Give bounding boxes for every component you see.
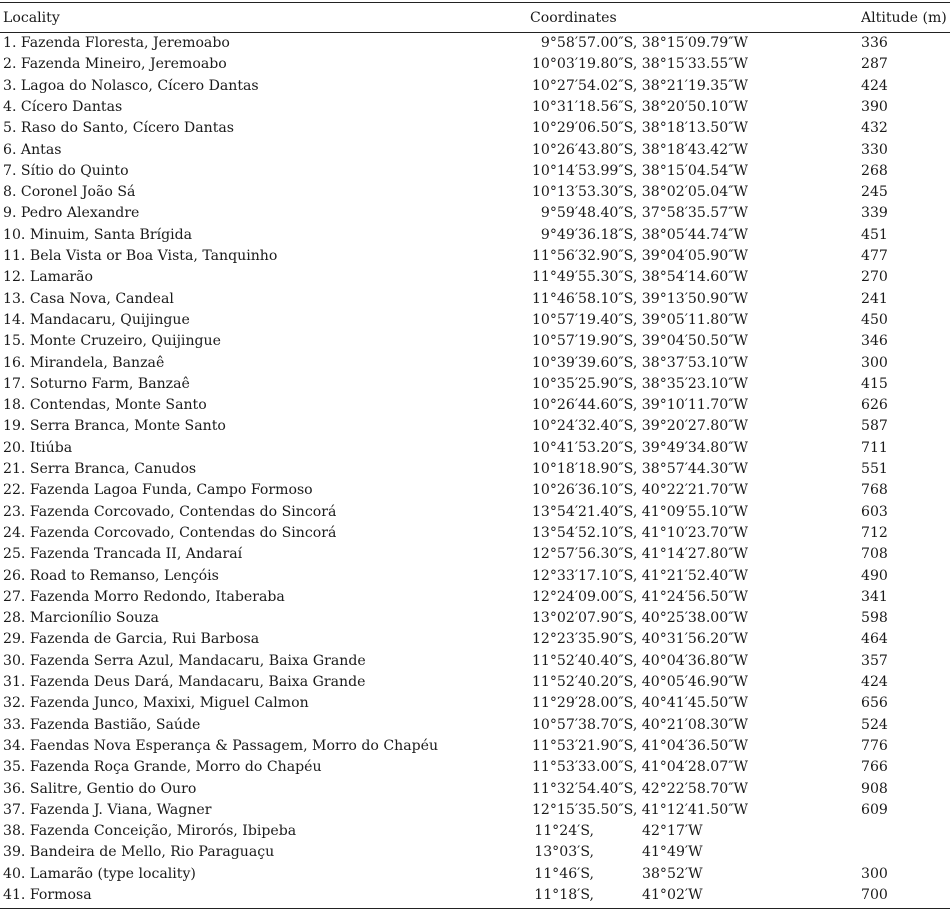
coordinates-cell: 11°52′40.20″S, 40°05′46.90″W <box>531 674 748 690</box>
table-row <box>0 629 950 650</box>
coordinates-cell: 10°57′19.90″S, 39°04′50.50″W <box>531 333 748 350</box>
altitude-cell: 415 <box>861 375 888 392</box>
coordinates-cell: 10°26′36.10″S, 40°22′21.70″W <box>531 482 748 499</box>
table-row <box>0 544 950 565</box>
coordinates-cell: 12°33′17.10″S, 41°21′52.40″W <box>531 567 748 584</box>
locality-cell: 30. Fazenda Serra Azul, Mandacaru, Baixa Grande <box>3 652 366 669</box>
table-row <box>0 757 950 778</box>
locality-cell: 16. Mirandela, Banzaê <box>3 354 165 371</box>
longitude-cell: 41°49′W <box>642 844 703 861</box>
altitude-cell: 300 <box>861 865 888 882</box>
coordinates-cell: 10°41′53.20″S, 39°49′34.80″W <box>531 439 748 456</box>
locality-cell: 29. Fazenda de Garcia, Rui Barbosa <box>3 631 260 648</box>
latitude-cell: 13°03′S, <box>534 844 594 861</box>
longitude-cell: 41°02′W <box>642 887 703 903</box>
table-row <box>0 842 950 863</box>
table-row <box>0 651 950 672</box>
header-coordinates: Coordinates <box>530 10 617 26</box>
coordinates-cell: 10°24′32.40″S, 39°20′27.80″W <box>531 418 748 435</box>
table-row <box>0 715 950 736</box>
coordinates-cell: 12°57′56.30″S, 41°14′27.80″W <box>531 546 748 563</box>
table-row <box>0 566 950 587</box>
altitude-cell: 711 <box>861 439 888 456</box>
locality-cell: 12. Lamarão <box>3 269 94 286</box>
altitude-cell: 656 <box>861 695 888 712</box>
altitude-cell: 908 <box>861 780 888 797</box>
coordinates-cell: 11°56′32.90″S, 39°04′05.90″W <box>531 248 748 264</box>
bottom-rule <box>0 908 950 909</box>
coordinates-cell: 9°58′57.00″S, 38°15′09.79″W <box>540 35 748 51</box>
table-row <box>0 76 950 97</box>
coordinates-cell: 10°31′18.56″S, 38°20′50.10″W <box>531 98 748 115</box>
locality-cell: 39. Bandeira de Mello, Rio Paraguaçu <box>3 844 275 861</box>
altitude-cell: 341 <box>861 588 888 605</box>
locality-cell: 23. Fazenda Corcovado, Contendas do Sincorá <box>3 503 337 520</box>
locality-cell: 2. Fazenda Mineiro, Jeremoabo <box>3 56 227 73</box>
locality-cell: 19. Serra Branca, Monte Santo <box>3 418 226 435</box>
header-locality: Locality <box>3 10 60 26</box>
coordinates-cell: 10°18′18.90″S, 38°57′44.30″W <box>531 461 748 477</box>
locality-cell: 41. Formosa <box>3 887 92 903</box>
locality-cell: 24. Fazenda Corcovado, Contendas do Sincorá <box>3 524 337 541</box>
table-row <box>0 779 950 800</box>
table-row <box>0 353 950 374</box>
altitude-cell: 330 <box>861 141 888 158</box>
table-row <box>0 140 950 161</box>
altitude-cell: 490 <box>861 567 888 584</box>
altitude-cell: 241 <box>861 290 888 307</box>
locality-cell: 40. Lamarão (type locality) <box>3 865 196 882</box>
coordinates-cell: 11°53′21.90″S, 41°04′36.50″W <box>531 737 748 754</box>
locality-cell: 28. Marcionílio Souza <box>3 610 159 627</box>
coordinates-cell: 10°57′19.40″S, 39°05′11.80″W <box>531 311 748 328</box>
table-row <box>0 374 950 395</box>
latitude-cell: 11°18′S, <box>534 887 594 903</box>
table-row <box>0 480 950 501</box>
coordinates-cell: 11°32′54.40″S, 42°22′58.70″W <box>531 780 748 797</box>
locality-cell: 7. Sítio do Quinto <box>3 162 129 179</box>
altitude-cell: 424 <box>861 77 888 94</box>
altitude-cell: 432 <box>861 120 888 137</box>
table-row <box>0 502 950 523</box>
coordinates-cell: 9°59′48.40″S, 37°58′35.57″W <box>540 205 748 222</box>
table-row <box>0 416 950 437</box>
latitude-cell: 11°24′S, <box>534 823 594 840</box>
altitude-cell: 357 <box>861 652 888 669</box>
coordinates-cell: 10°29′06.50″S, 38°18′13.50″W <box>531 120 748 137</box>
table-row <box>0 54 950 75</box>
coordinates-cell: 11°29′28.00″S, 40°41′45.50″W <box>531 695 748 712</box>
table-row <box>0 800 950 821</box>
altitude-cell: 603 <box>861 503 888 520</box>
coordinates-cell: 11°53′33.00″S, 41°04′28.07″W <box>531 759 748 776</box>
locality-cell: 14. Mandacaru, Quijingue <box>3 311 190 328</box>
altitude-cell: 524 <box>861 716 888 733</box>
locality-cell: 15. Monte Cruzeiro, Quijingue <box>3 333 221 350</box>
coordinates-cell: 13°54′21.40″S, 41°09′55.10″W <box>531 503 748 520</box>
top-rule <box>0 2 950 3</box>
table-row <box>0 33 950 54</box>
locality-cell: 32. Fazenda Junco, Maxixi, Miguel Calmon <box>3 695 309 712</box>
locality-cell: 34. Faendas Nova Esperança & Passagem, Morro do Chapéu <box>3 737 439 754</box>
coordinates-cell: 10°27′54.02″S, 38°21′19.35″W <box>531 77 748 94</box>
coordinates-cell: 10°57′38.70″S, 40°21′08.30″W <box>531 716 748 733</box>
altitude-cell: 551 <box>861 461 888 477</box>
altitude-cell: 346 <box>861 333 888 350</box>
locality-cell: 33. Fazenda Bastião, Saúde <box>3 716 201 733</box>
locality-cell: 26. Road to Remanso, Lençóis <box>3 567 219 584</box>
coordinates-cell: 10°39′39.60″S, 38°37′53.10″W <box>531 354 748 371</box>
altitude-cell: 700 <box>861 887 888 903</box>
altitude-cell: 300 <box>861 354 888 371</box>
altitude-cell: 766 <box>861 759 888 776</box>
locality-cell: 3. Lagoa do Nolasco, Cícero Dantas <box>3 77 259 94</box>
altitude-cell: 450 <box>861 311 888 328</box>
locality-cell: 38. Fazenda Conceição, Mirorós, Ibipeba <box>3 823 297 840</box>
coordinates-cell: 13°54′52.10″S, 41°10′23.70″W <box>531 524 748 541</box>
altitude-cell <box>861 842 941 863</box>
coordinates-cell: 12°23′35.90″S, 40°31′56.20″W <box>531 631 748 648</box>
header-altitude: Altitude (m) <box>861 10 947 26</box>
locality-cell: 8. Coronel João Sá <box>3 184 136 201</box>
altitude-cell: 587 <box>861 418 888 435</box>
locality-cell: 31. Fazenda Deus Dará, Mandacaru, Baixa Grande <box>3 674 366 690</box>
coordinates-cell: 9°49′36.18″S, 38°05′44.74″W <box>540 226 748 243</box>
table-row <box>0 672 950 693</box>
locality-cell: 18. Contendas, Monte Santo <box>3 397 207 414</box>
table-row <box>0 203 950 224</box>
coordinates-cell: 10°26′44.60″S, 39°10′11.70″W <box>531 397 748 414</box>
locality-cell: 5. Raso do Santo, Cícero Dantas <box>3 120 234 137</box>
table-header <box>0 7 950 29</box>
altitude-cell: 712 <box>861 524 888 541</box>
altitude-cell: 626 <box>861 397 888 414</box>
locality-cell: 21. Serra Branca, Canudos <box>3 461 197 477</box>
table-row <box>0 523 950 544</box>
table-row <box>0 97 950 118</box>
altitude-cell: 598 <box>861 610 888 627</box>
altitude-cell <box>861 821 941 842</box>
altitude-cell: 270 <box>861 269 888 286</box>
altitude-cell: 339 <box>861 205 888 222</box>
coordinates-cell: 10°35′25.90″S, 38°35′23.10″W <box>531 375 748 392</box>
longitude-cell: 42°17′W <box>642 823 703 840</box>
table-row <box>0 331 950 352</box>
table-row <box>0 395 950 416</box>
coordinates-cell: 10°14′53.99″S, 38°15′04.54″W <box>531 162 748 179</box>
altitude-cell: 768 <box>861 482 888 499</box>
table-row <box>0 246 950 267</box>
table-row <box>0 693 950 714</box>
altitude-cell: 609 <box>861 801 888 818</box>
altitude-cell: 477 <box>861 248 888 264</box>
locality-cell: 36. Salitre, Gentio do Ouro <box>3 780 197 797</box>
table-row <box>0 267 950 288</box>
altitude-cell: 464 <box>861 631 888 648</box>
latitude-cell: 11°46′S, <box>534 865 594 882</box>
locality-cell: 35. Fazenda Roça Grande, Morro do Chapéu <box>3 759 322 776</box>
altitude-cell: 245 <box>861 184 888 201</box>
altitude-cell: 776 <box>861 737 888 754</box>
table-row <box>0 736 950 757</box>
table-row <box>0 587 950 608</box>
coordinates-cell: 10°13′53.30″S, 38°02′05.04″W <box>531 184 748 201</box>
locality-cell: 9. Pedro Alexandre <box>3 205 140 222</box>
locality-cell: 10. Minuim, Santa Brígida <box>3 226 193 243</box>
locality-cell: 13. Casa Nova, Candeal <box>3 290 174 307</box>
table-row <box>0 118 950 139</box>
table-row <box>0 289 950 310</box>
coordinates-cell: 11°49′55.30″S, 38°54′14.60″W <box>531 269 748 286</box>
altitude-cell: 268 <box>861 162 888 179</box>
coordinates-cell: 10°03′19.80″S, 38°15′33.55″W <box>531 56 748 73</box>
locality-cell: 37. Fazenda J. Viana, Wagner <box>3 801 212 818</box>
table-row <box>0 310 950 331</box>
locality-cell: 22. Fazenda Lagoa Funda, Campo Formoso <box>3 482 313 499</box>
altitude-cell: 451 <box>861 226 888 243</box>
locality-cell: 27. Fazenda Morro Redondo, Itaberaba <box>3 588 285 605</box>
altitude-cell: 287 <box>861 56 888 73</box>
table-row <box>0 864 950 885</box>
coordinates-cell: 13°02′07.90″S, 40°25′38.00″W <box>531 610 748 627</box>
altitude-cell: 708 <box>861 546 888 563</box>
coordinates-cell: 11°46′58.10″S, 39°13′50.90″W <box>531 290 748 307</box>
coordinates-cell: 12°15′35.50″S, 41°12′41.50″W <box>531 801 748 818</box>
table-row <box>0 225 950 246</box>
locality-cell: 20. Itiúba <box>3 439 73 456</box>
longitude-cell: 38°52′W <box>642 865 703 882</box>
table-row <box>0 885 950 906</box>
locality-cell: 25. Fazenda Trancada II, Andaraí <box>3 546 243 563</box>
locality-cell: 1. Fazenda Floresta, Jeremoabo <box>3 35 230 51</box>
coordinates-cell: 12°24′09.00″S, 41°24′56.50″W <box>531 588 748 605</box>
coordinates-cell: 11°52′40.40″S, 40°04′36.80″W <box>531 652 748 669</box>
altitude-cell: 336 <box>861 35 888 51</box>
table-row <box>0 182 950 203</box>
locality-cell: 17. Soturno Farm, Banzaê <box>3 375 190 392</box>
altitude-cell: 390 <box>861 98 888 115</box>
altitude-cell: 424 <box>861 674 888 690</box>
coordinates-cell: 10°26′43.80″S, 38°18′43.42″W <box>531 141 748 158</box>
locality-cell: 4. Cícero Dantas <box>3 98 123 115</box>
table-row <box>0 161 950 182</box>
table-row <box>0 821 950 842</box>
table-row <box>0 438 950 459</box>
table-row <box>0 459 950 480</box>
table-row <box>0 608 950 629</box>
locality-cell: 11. Bela Vista or Boa Vista, Tanquinho <box>3 248 278 264</box>
locality-cell: 6. Antas <box>3 141 62 158</box>
